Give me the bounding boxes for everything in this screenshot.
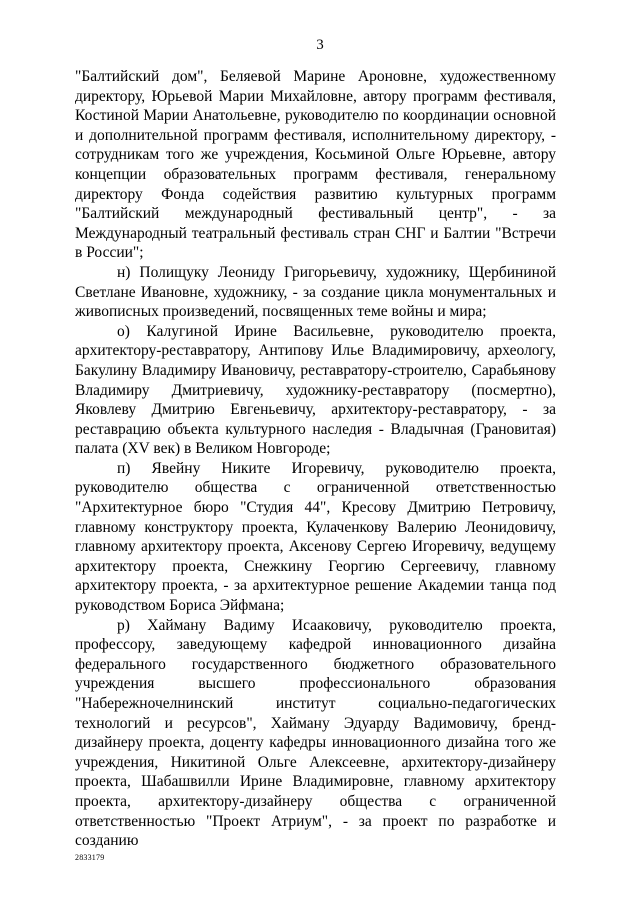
document-body [75, 67, 556, 851]
page-number: 3 [316, 37, 324, 53]
document-code: 2833179 [75, 853, 105, 862]
paragraph-item-n: н) Полищуку Леониду Григорьевичу, художнику, Щербининой Светлане Ивановне, художнику, - за создание цикла монументальных и живописных произведений, посвященных теме войны и мира; [75, 263, 556, 321]
paragraph-continuation: "Балтийский дом", Беляевой Марине Ароновне, художественному директору, Юрьевой Марии Михайловне, автору программ фестиваля, Костиной Марии Анатольевне, руководителю по координации основной и дополнительной программ фестиваля, исполнительному директору, - сотрудникам того же учреждения, Косьминой Ольге Юрьевне, автору концепции образовательных программ фестиваля, генеральному директору Фонда содействия развитию культурных программ "Балтийский международный фестивальный центр", - за Международный театральный фестиваль стран СНГ и Балтии "Встречи в России"; [75, 68, 556, 262]
paragraph-item-o: о) Калугиной Ирине Васильевне, руководителю проекта, архитектору-реставратору, Антипову Илье Владимировичу, археологу, Бакулину Владимиру Ивановичу, реставратору-строителю, Сарабьянову Владимиру Дмитриевичу, художнику-реставратору (посмертно), Яковлеву Дмитрию Евгеньевичу, архитектору-реставратору, - за реставрацию объекта культурного наследия - Владычная (Грановитая) палата (XV век) в Великом Новгороде; [75, 322, 556, 458]
paragraph-item-p: п) Явейну Никите Игоревичу, руководителю проекта, руководителю общества с ограниченной ответственностью "Архитектурное бюро "Студия 44", Кресову Дмитрию Петровичу, главному конструктору проекта, Кулаченкову Валерию Леонидовичу, главному архитектору проекта, Аксенову Сергею Игоревичу, ведущему архитектору проекта, Снежкину Георгию Сергеевичу, главному архитектору проекта, - за архитектурное решение Академии танца под руководством Бориса Эйфмана; [75, 459, 556, 615]
paragraph-item-r: р) Хайману Вадиму Исааковичу, руководителю проекта, профессору, заведующему кафедрой инновационного дизайна федерального государственного бюджетного образовательного учреждения высшего профессионального образования "Набережночелнинский институт социально-педагогических технологий и ресурсов", Хайману Эдуарду Вадимовичу, бренд-дизайнеру проекта, доценту кафедры инновационного дизайна того же учреждения, Никитиной Ольге Алексеевне, архитектору-дизайнеру проекта, Шабашвилли Ирине Владимировне, главному архитектору проекта, архитектору-дизайнеру общества с ограниченной ответственностью "Проект Атриум", - за проект по разработке и созданию [75, 616, 556, 850]
